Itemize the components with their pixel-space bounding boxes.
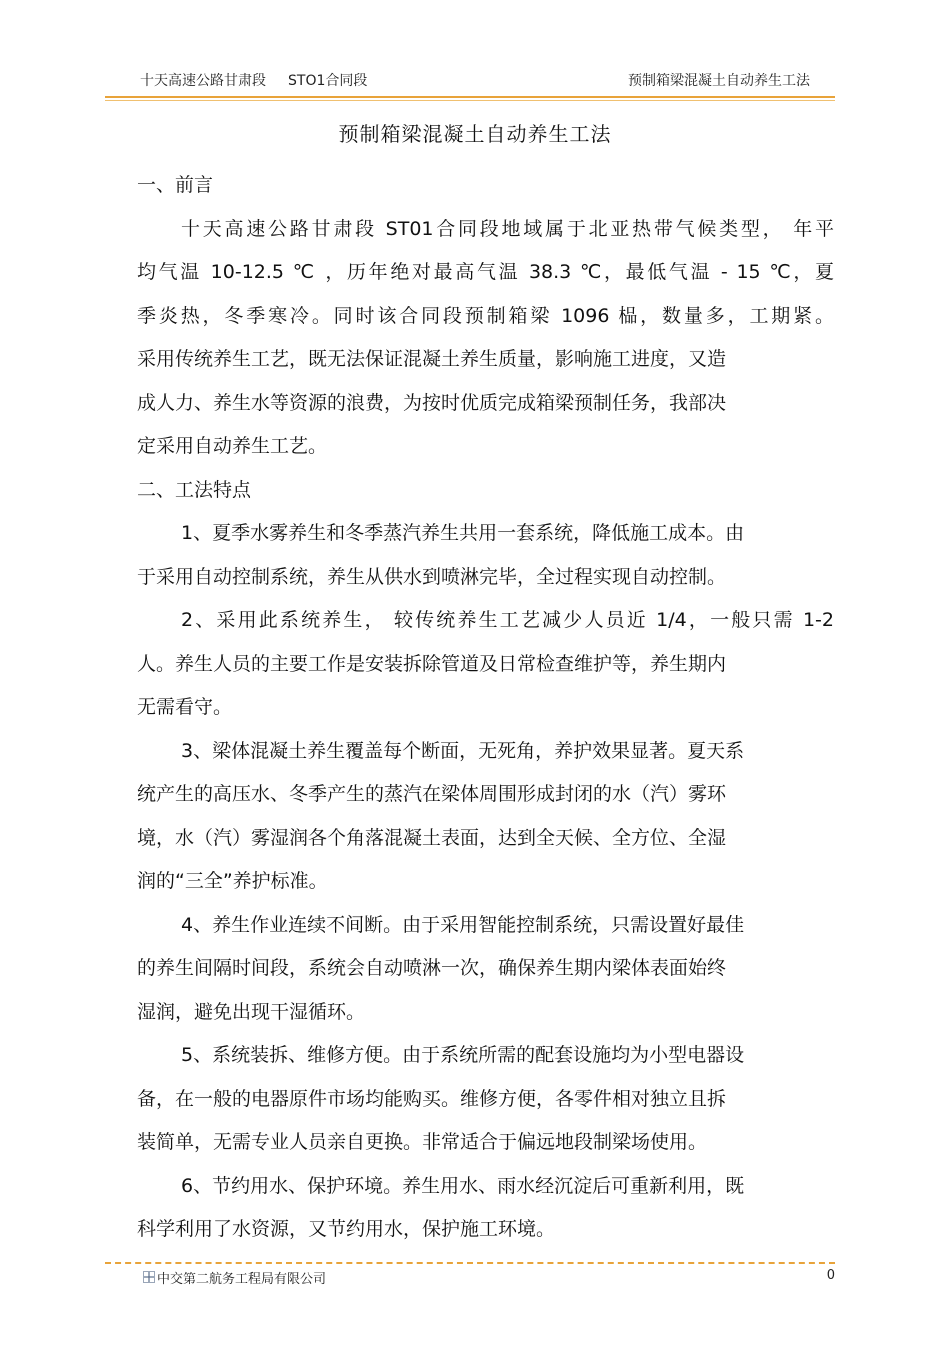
- text-line: 湿润，避免出现干湿循环。: [137, 1000, 366, 1023]
- document-body: [137, 164, 837, 1252]
- paragraph-feature-2: [137, 599, 837, 730]
- header-rule-thin: [105, 100, 835, 101]
- header-doc-title: 预制箱梁混凝土自动养生工法: [628, 73, 810, 89]
- paragraph-feature-4: [137, 904, 837, 1035]
- footer-company: 中交第二航务工程局有限公司: [157, 1272, 327, 1287]
- section-heading-preface: 一、前言: [137, 174, 214, 196]
- text-line: 均气温 10-12.5 ℃ ，历年绝对最高气温 38.3 ℃，最低气温 - 15 ℃，夏: [137, 261, 834, 283]
- text-line: 无需看守。: [137, 696, 233, 718]
- text-line: 科学利用了水资源，又节约用水，保护施工环境。: [137, 1218, 556, 1240]
- page-footer: [105, 1268, 835, 1288]
- text-line: 装简单，无需专业人员亲自更换。非常适合于偏远地段制梁场使用。: [137, 1131, 708, 1153]
- company-logo-icon: [143, 1271, 155, 1283]
- document-title: 预制箱梁混凝土自动养生工法: [338, 122, 612, 146]
- header-left: [140, 70, 367, 90]
- text-line: 6、节约用水、保护环境。养生用水、雨水经沉淀后可重新利用，既: [181, 1174, 745, 1197]
- text-line: 境，水（汽）雾湿润各个角落混凝土表面，达到全天候、全方位、全湿: [137, 826, 727, 849]
- paragraph-feature-1: [137, 512, 837, 599]
- page-number: 0: [826, 1268, 835, 1283]
- text-line: 备，在一般的电器原件市场均能购买。维修方便，各零件相对独立且拆: [137, 1087, 727, 1110]
- header-project: 十天高速公路甘肃段: [140, 73, 266, 89]
- header-section: STO1合同段: [288, 73, 368, 89]
- text-line: 1、夏季水雾养生和冬季蒸汽养生共用一套系统，降低施工成本。由: [181, 522, 745, 544]
- text-line: 的养生间隔时间段，系统会自动喷淋一次，确保养生期内梁体表面始终: [137, 957, 727, 979]
- text-line: 十天高速公路甘肃段 ST01合同段地域属于北亚热带气候类型， 年平: [181, 217, 834, 240]
- text-line: 人。养生人员的主要工作是安装拆除管道及日常检查维护等，养生期内: [137, 652, 727, 675]
- text-line: 于采用自动控制系统，养生从供水到喷淋完毕，全过程实现自动控制。: [137, 565, 727, 588]
- text-line: 3、梁体混凝土养生覆盖每个断面，无死角，养护效果显著。夏天系: [181, 739, 745, 762]
- text-line: 统产生的高压水、冬季产生的蒸汽在梁体周围形成封闭的水（汽）雾环: [137, 783, 727, 805]
- text-line: 润的“三全”养护标准。: [137, 870, 328, 892]
- header-rule: [105, 96, 835, 98]
- section-heading-features: 二、工法特点: [137, 478, 252, 501]
- text-line: 季炎热，冬季寒冷。同时该合同段预制箱梁 1096 榀，数量多，工期紧。: [137, 304, 834, 327]
- text-line: 4、养生作业连续不间断。由于采用智能控制系统，只需设置好最佳: [181, 913, 745, 936]
- text-line: 2、采用此系统养生， 较传统养生工艺减少人员近 1/4，一般只需 1-2: [181, 609, 834, 631]
- paragraph-feature-3: [137, 730, 837, 904]
- text-line: 定采用自动养生工艺。: [137, 435, 328, 457]
- text-line: 5、系统装拆、维修方便。由于系统所需的配套设施均为小型电器设: [181, 1044, 745, 1066]
- text-line: 成人力、养生水等资源的浪费，为按时优质完成箱梁预制任务，我部决: [137, 391, 727, 414]
- page-header: [105, 70, 835, 92]
- paragraph-feature-6: [137, 1165, 837, 1252]
- paragraph-preface: [137, 208, 837, 469]
- paragraph-feature-5: [137, 1034, 837, 1165]
- text-line: 采用传统养生工艺，既无法保证混凝土养生质量，影响施工进度，又造: [137, 348, 727, 370]
- footer-rule: [105, 1262, 835, 1264]
